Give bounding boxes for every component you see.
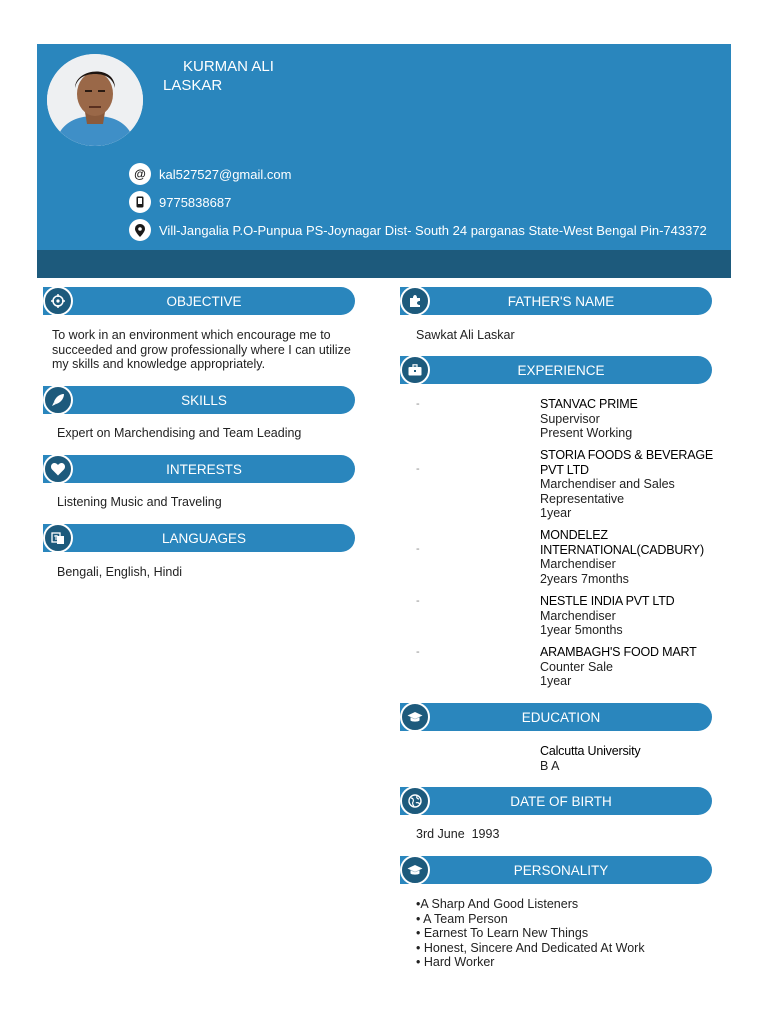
phone-text: 9775838687 [159, 194, 232, 210]
graduation-cap-icon [400, 702, 430, 732]
interests-text: Listening Music and Traveling [57, 495, 222, 509]
exp-company: ARAMBAGH'S FOOD MART [540, 645, 697, 659]
education-heading: EDUCATION [400, 703, 712, 731]
personality-item: •A Sharp And Good Listeners [416, 897, 579, 911]
experience-item [540, 528, 720, 586]
graduation-cap-icon [400, 855, 430, 885]
skills-text: Expert on Marchendising and Team Leading [57, 426, 302, 440]
header-strip [37, 250, 731, 278]
target-icon [43, 286, 73, 316]
exp-duration: 1year 5months [540, 623, 623, 637]
address-text: Vill-Jangalia P.O-Punpua PS-Joynagar Dist- South 24 parganas State-West Bengal Pin-743372 [159, 222, 707, 238]
address-row [129, 219, 707, 241]
translate-icon [43, 523, 73, 553]
exp-dash: - [416, 646, 420, 658]
objective-text: To work in an environment which encourage me to succeeded and grow professionally where I can utilize my skills and knowledge appropriately. [52, 328, 351, 371]
exp-company: NESTLE INDIA PVT LTD [540, 594, 675, 608]
personality-item: • Earnest To Learn New Things [416, 926, 589, 940]
education-item [540, 744, 720, 773]
personality-heading: PERSONALITY [400, 856, 712, 884]
exp-role: Supervisor [540, 411, 600, 426]
interests-heading: INTERESTS [43, 455, 355, 483]
globe-icon [400, 786, 430, 816]
education-institution: Calcutta University [540, 744, 641, 758]
education-degree: B A [540, 758, 560, 773]
personality-list [416, 897, 716, 970]
phone-row [129, 191, 231, 213]
full-name: KURMAN ALI LASKAR [163, 58, 274, 94]
personality-item: • Hard Worker [416, 955, 495, 969]
rocket-icon [43, 385, 73, 415]
exp-company: MONDELEZ INTERNATIONAL(CADBURY) [540, 528, 704, 557]
exp-duration: 1year [540, 506, 572, 520]
dob-text: 3rd June 1993 [416, 827, 500, 841]
briefcase-icon [400, 355, 430, 385]
exp-dash: - [416, 543, 420, 555]
exp-company: STANVAC PRIME [540, 397, 638, 411]
personality-item: • A Team Person [416, 911, 508, 926]
profile-photo [47, 54, 143, 146]
email-text: kal527527@gmail.com [159, 166, 292, 182]
mobile-phone-icon [129, 191, 151, 213]
puzzle-icon [400, 286, 430, 316]
languages-heading: LANGUAGES [43, 524, 355, 552]
fathers-name-text: Sawkat Ali Laskar [416, 328, 515, 342]
fathers-name-heading: FATHER'S NAME [400, 287, 712, 315]
experience-item [540, 594, 720, 638]
location-pin-icon [129, 219, 151, 241]
exp-duration: 1year [540, 674, 572, 688]
at-icon: @ [129, 163, 151, 185]
objective-heading: OBJECTIVE [43, 287, 355, 315]
exp-duration: Present Working [540, 426, 633, 440]
personality-item: • Honest, Sincere And Dedicated At Work [416, 940, 645, 955]
dob-heading: DATE OF BIRTH [400, 787, 712, 815]
exp-role: Marchendiser [540, 608, 616, 623]
exp-role: Counter Sale [540, 659, 613, 674]
experience-item [540, 397, 720, 441]
heart-icon [43, 454, 73, 484]
languages-text: Bengali, English, Hindi [57, 565, 183, 579]
experience-heading: EXPERIENCE [400, 356, 712, 384]
skills-heading: SKILLS [43, 386, 355, 414]
exp-dash: - [416, 398, 420, 410]
exp-role: Marchendiser and Sales Representative [540, 477, 675, 506]
exp-duration: 2years 7months [540, 571, 629, 586]
email-row [129, 163, 291, 185]
exp-dash: - [416, 595, 420, 607]
exp-dash: - [416, 463, 420, 475]
experience-item [540, 645, 720, 689]
experience-item [540, 448, 720, 521]
exp-role: Marchendiser [540, 557, 616, 571]
exp-company: STORIA FOODS & BEVERAGE PVT LTD [540, 448, 713, 477]
